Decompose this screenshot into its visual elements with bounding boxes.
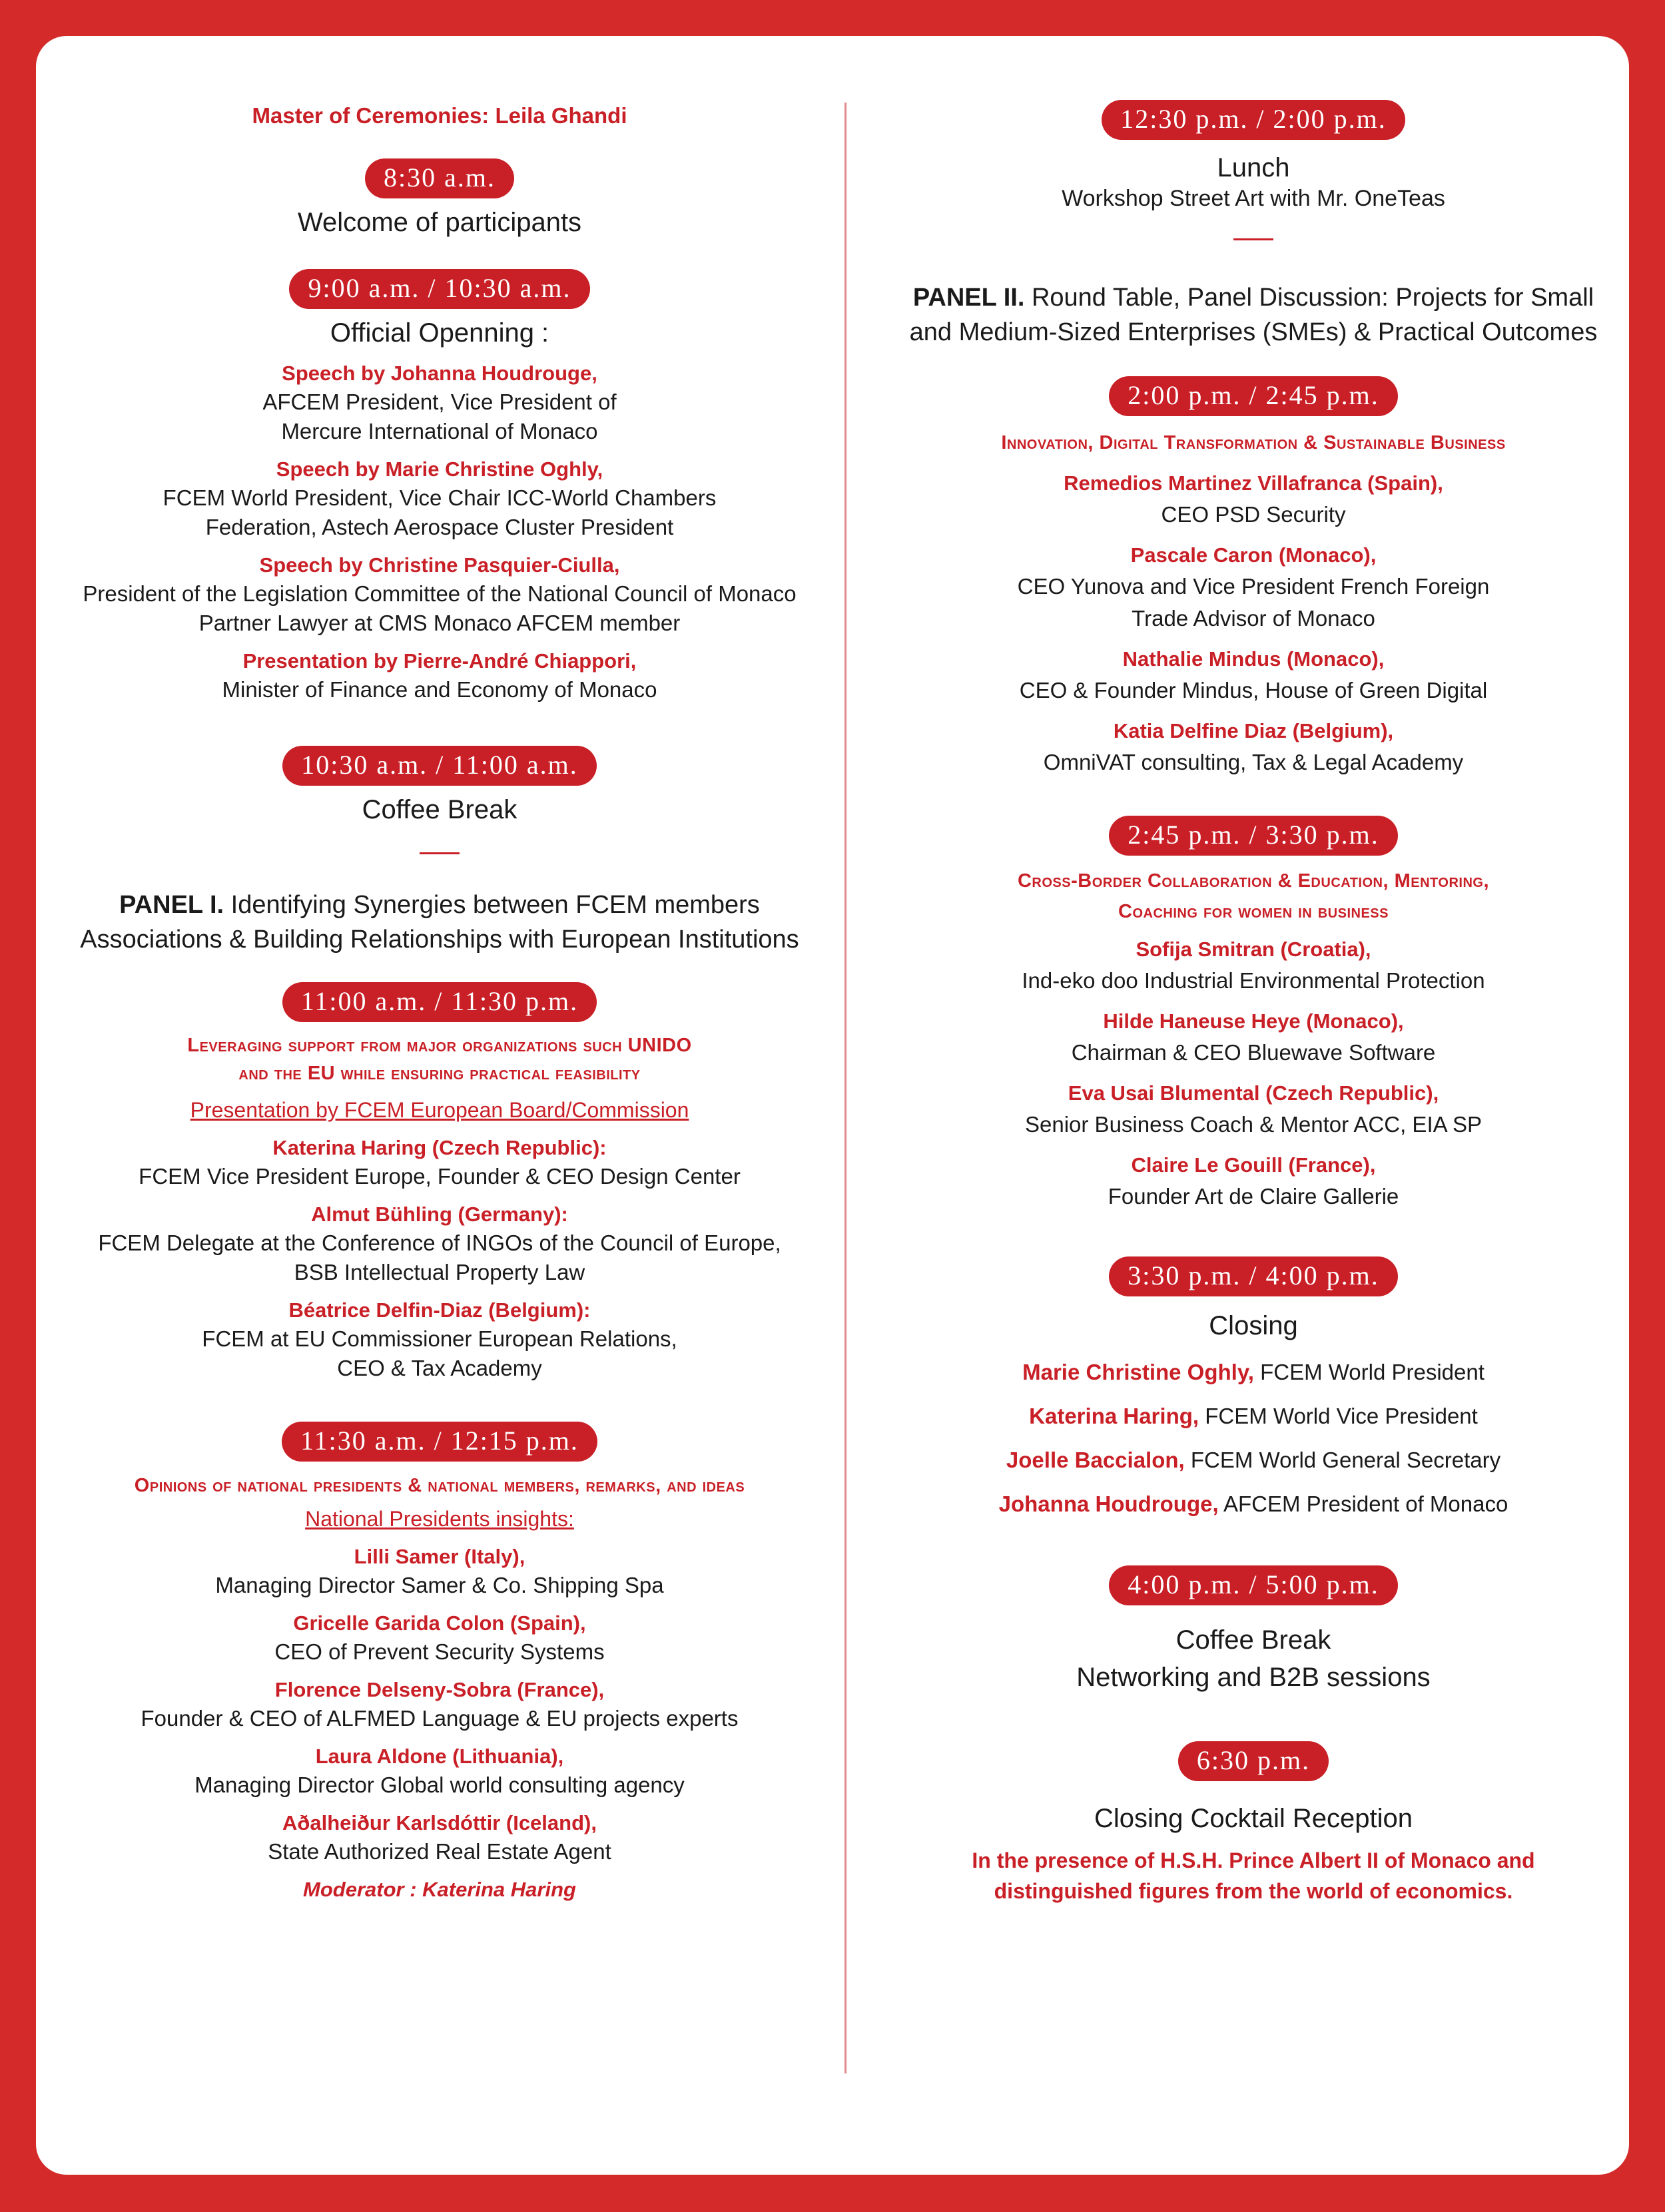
subheading: Presentation by FCEM European Board/Commission	[190, 1098, 689, 1122]
speaker-name: Pascale Caron (Monaco),	[1130, 543, 1377, 567]
session-title: Official Openning :	[330, 318, 549, 348]
speaker-name: Katia Delfine Diaz (Belgium),	[1113, 719, 1394, 742]
speaker-name: Gricelle Garida Colon (Spain),	[293, 1611, 586, 1635]
speaker-role: Managing Director Global world consulting agency	[194, 1773, 685, 1797]
session-theme: and the EU while ensuring practical feasibility	[238, 1063, 641, 1084]
speaker-name: Sofija Smitran (Croatia),	[1136, 938, 1371, 961]
speaker-entry	[141, 1676, 739, 1733]
session-title: Welcome of participants	[297, 208, 582, 237]
speaker-role: Ind-eko doo Industrial Environmental Protection	[1022, 968, 1485, 993]
speaker-entry	[1064, 468, 1443, 531]
speaker-role: President of the Legislation Committee of the National Council of Monaco	[83, 581, 797, 606]
speaker-role: Trade Advisor of Monaco	[1132, 606, 1375, 631]
speaker-entry	[222, 647, 657, 704]
closing-speaker	[1022, 1358, 1485, 1387]
speaker-entry	[202, 1296, 677, 1383]
speaker-entry	[274, 1609, 604, 1667]
closing-speaker	[1029, 1402, 1478, 1431]
closing-speaker	[999, 1490, 1508, 1519]
speaker-role: Chairman & CEO Bluewave Software	[1071, 1040, 1436, 1065]
speaker-role: Mercure International of Monaco	[281, 419, 598, 443]
program-card	[36, 36, 1629, 2175]
speaker-role: Founder & CEO of ALFMED Language & EU projects experts	[141, 1706, 739, 1731]
speaker-role: FCEM World Vice President	[1199, 1404, 1478, 1428]
short-rule	[1233, 238, 1273, 240]
speaker-entry	[1044, 716, 1463, 778]
time-pill: 11:00 a.m. / 11:30 p.m.	[282, 982, 597, 1022]
speaker-entry	[1108, 1150, 1399, 1213]
speaker-entry	[83, 551, 796, 638]
speaker-entry	[139, 1134, 741, 1191]
speaker-name: Katerina Haring,	[1029, 1404, 1199, 1428]
speaker-role: Managing Director Samer & Co. Shipping Spa	[215, 1573, 664, 1597]
speaker-role: FCEM Delegate at the Conference of INGOs of the Council of Europe,	[98, 1231, 781, 1255]
speaker-entry	[1022, 934, 1485, 997]
speaker-role: Founder Art de Claire Gallerie	[1108, 1184, 1399, 1209]
speaker-name: Aðalheiður Karlsdóttir (Iceland),	[282, 1811, 597, 1834]
short-rule	[420, 852, 460, 854]
speaker-name: Laura Aldone (Lithuania),	[315, 1745, 564, 1768]
speaker-role: FCEM World General Secretary	[1184, 1448, 1501, 1472]
speaker-entry	[262, 360, 616, 446]
speaker-name: Nathalie Mindus (Monaco),	[1122, 647, 1385, 671]
speaker-role: Federation, Astech Aerospace Cluster President	[205, 515, 674, 539]
closing-note: In the presence of H.S.H. Prince Albert II of Monaco and	[972, 1848, 1535, 1872]
speaker-name: Florence Delseny-Sobra (France),	[274, 1678, 605, 1701]
speaker-name: Speech by Christine Pasquier-Ciulla,	[259, 553, 620, 577]
left-column	[67, 36, 813, 1904]
speaker-role: Senior Business Coach & Mentor ACC, EIA SP	[1025, 1112, 1482, 1137]
speaker-entry	[194, 1743, 685, 1800]
speaker-name: Speech by Johanna Houdrouge,	[282, 362, 597, 385]
speaker-entry	[1018, 540, 1490, 635]
speaker-role: FCEM World President	[1253, 1360, 1485, 1384]
subheading: National Presidents insights:	[305, 1507, 574, 1531]
session-theme: Cross-Border Collaboration & Education, Mentoring,	[1017, 870, 1490, 892]
speaker-role: CEO PSD Security	[1161, 502, 1346, 527]
session-theme: Leveraging support from major organizations such UNIDO	[187, 1035, 692, 1056]
speaker-name: Hilde Haneuse Heye (Monaco),	[1103, 1009, 1404, 1033]
speaker-name: Joelle Baccialon,	[1006, 1448, 1185, 1472]
column-divider	[844, 103, 846, 2074]
speaker-name: Presentation by Pierre-André Chiappori,	[242, 649, 637, 673]
time-pill: 3:30 p.m. / 4:00 p.m.	[1109, 1256, 1398, 1296]
speaker-name: Eva Usai Blumental (Czech Republic),	[1068, 1081, 1439, 1105]
session-title: Lunch	[1217, 153, 1290, 182]
right-column	[880, 36, 1626, 1906]
speaker-role: State Authorized Real Estate Agent	[268, 1839, 611, 1864]
speaker-role: AFCEM President of Monaco	[1218, 1492, 1508, 1516]
time-pill: 10:30 a.m. / 11:00 a.m.	[282, 746, 597, 786]
time-pill: 9:00 a.m. / 10:30 a.m.	[289, 269, 589, 309]
speaker-entry	[1072, 1006, 1436, 1069]
speaker-role: BSB Intellectual Property Law	[294, 1260, 585, 1284]
moderator: Moderator : Katerina Haring	[303, 1878, 576, 1901]
speaker-name: Marie Christine Oghly,	[1022, 1360, 1254, 1384]
panel-title-line: Round Table, Panel Discussion: Projects for Small	[1024, 284, 1594, 312]
time-pill: 6:30 p.m.	[1178, 1741, 1329, 1781]
session-title: Coffee Break	[362, 795, 517, 824]
session-title: Closing Cocktail Reception	[1094, 1804, 1413, 1833]
speaker-role: CEO Yunova and Vice President French Foreign	[1017, 574, 1490, 599]
time-pill: 11:30 a.m. / 12:15 p.m.	[282, 1422, 597, 1462]
speaker-role: CEO of Prevent Security Systems	[274, 1639, 605, 1664]
time-pill: 4:00 p.m. / 5:00 p.m.	[1109, 1565, 1398, 1605]
speaker-entry	[163, 455, 717, 542]
time-pill: 2:45 p.m. / 3:30 p.m.	[1109, 816, 1398, 856]
panel-title-line: Identifying Synergies between FCEM members	[224, 891, 760, 919]
session-theme: Coaching for women in business	[1118, 901, 1389, 922]
speaker-role: FCEM at EU Commissioner European Relations,	[202, 1326, 677, 1351]
speaker-name: Katerina Haring (Czech Republic):	[272, 1136, 607, 1159]
speaker-name: Almut Bühling (Germany):	[311, 1203, 568, 1226]
panel-title-line: Associations & Building Relationships with European Institutions	[80, 926, 799, 954]
session-title: Networking and B2B sessions	[1076, 1663, 1431, 1692]
speaker-role: Partner Lawyer at CMS Monaco AFCEM member	[198, 611, 681, 635]
session-subtitle: Workshop Street Art with Mr. OneTeas	[1062, 186, 1445, 211]
speaker-name: Speech by Marie Christine Oghly,	[276, 457, 603, 481]
speaker-role: AFCEM President, Vice President of	[262, 390, 617, 414]
speaker-role: CEO & Tax Academy	[337, 1356, 542, 1380]
speaker-name: Béatrice Delfin-Diaz (Belgium):	[288, 1298, 591, 1322]
time-pill: 2:00 p.m. / 2:45 p.m.	[1109, 376, 1398, 416]
master-of-ceremonies: Master of Ceremonies: Leila Ghandi	[252, 103, 627, 128]
speaker-role: Minister of Finance and Economy of Monaco	[222, 677, 657, 702]
speaker-entry	[1025, 1078, 1482, 1141]
session-title: Coffee Break	[1175, 1625, 1331, 1655]
speaker-name: Claire Le Gouill (France),	[1131, 1153, 1376, 1177]
speaker-name: Remedios Martinez Villafranca (Spain),	[1064, 471, 1443, 495]
speaker-role: FCEM Vice President Europe, Founder & CEO Design Center	[139, 1164, 741, 1189]
panel-title	[910, 280, 1598, 350]
closing-speaker	[1006, 1446, 1500, 1475]
panel-title-line: and Medium-Sized Enterprises (SMEs) & Practical Outcomes	[909, 318, 1598, 346]
time-pill: 8:30 a.m.	[365, 158, 514, 198]
speaker-role: CEO & Founder Mindus, House of Green Digital	[1019, 678, 1488, 702]
speaker-role: FCEM World President, Vice Chair ICC-World Chambers	[163, 485, 717, 510]
panel-label: PANEL II.	[912, 284, 1025, 312]
speaker-name: Lilli Samer (Italy),	[354, 1545, 525, 1568]
session-title: Closing	[1209, 1311, 1298, 1340]
speaker-role: OmniVAT consulting, Tax & Legal Academy	[1043, 750, 1464, 774]
panel-title	[80, 888, 799, 957]
session-theme: Opinions of national presidents & national members, remarks, and ideas	[134, 1475, 745, 1496]
speaker-entry	[268, 1809, 611, 1866]
session-theme: Innovation, Digital Transformation & Sustainable Business	[1001, 432, 1506, 453]
speaker-entry	[1020, 644, 1488, 706]
speaker-entry	[98, 1201, 781, 1287]
time-pill: 12:30 p.m. / 2:00 p.m.	[1102, 100, 1405, 140]
panel-label: PANEL I.	[119, 891, 224, 919]
speaker-entry	[215, 1543, 663, 1600]
closing-note: distinguished figures from the world of economics.	[994, 1879, 1513, 1903]
speaker-name: Johanna Houdrouge,	[998, 1492, 1219, 1516]
